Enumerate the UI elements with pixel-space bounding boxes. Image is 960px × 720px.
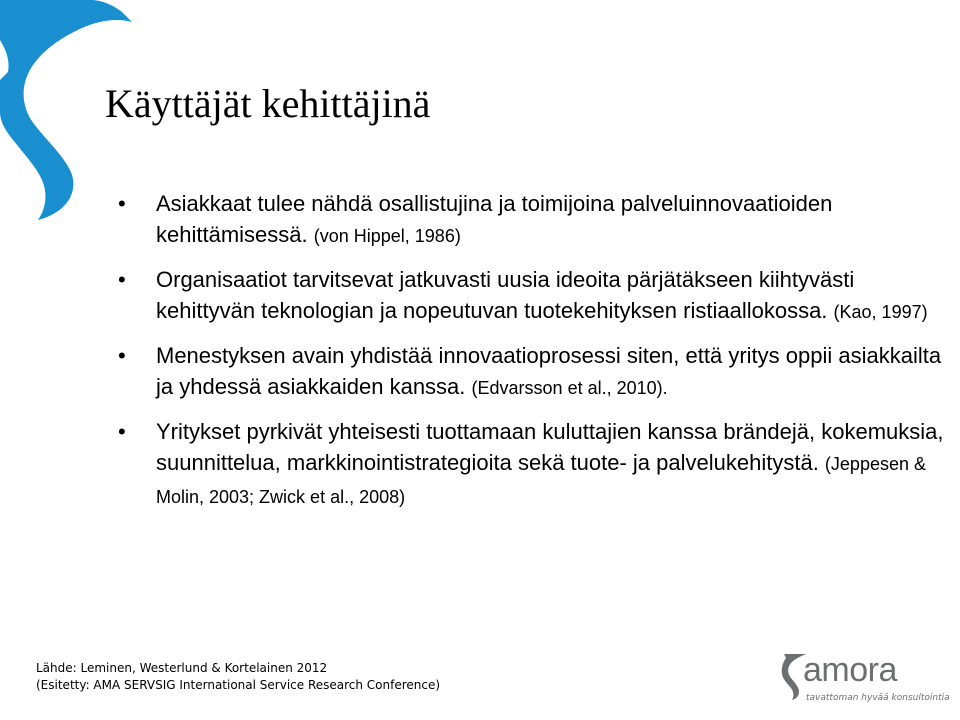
bullet-dot: • xyxy=(118,419,126,444)
bullet-dot: • xyxy=(118,343,126,368)
bullet-dot: • xyxy=(118,267,126,292)
bullet-dot: • xyxy=(118,191,126,216)
bullet-citation: (Kao, 1997) xyxy=(833,302,928,322)
logo-wordmark: amora xyxy=(803,651,897,689)
bullet-item xyxy=(118,340,948,404)
bullet-citation: (Jeppesen & Molin, 2003; Zwick et al., 2008) xyxy=(156,454,926,507)
bullet-item xyxy=(118,264,948,328)
bullet-text: Yritykset pyrkivät yhteisesti tuottamaan kuluttajien kanssa brändejä, kokemuksia, suunnittelua, markkinointistrategioita sekä tuote- ja palvelukehitystä. xyxy=(156,419,944,475)
bullet-text: Menestyksen avain yhdistää innovaatioprosessi siten, että yritys oppii asiakkailta ja yhdessä asiakkaiden kanssa. xyxy=(156,343,942,399)
bullet-text: Organisaatiot tarvitsevat jatkuvasti uusia ideoita pärjätäkseen kiihtyvästi kehittyvän teknologian ja nopeutuvan tuotekehityksen ristiaallokossa. xyxy=(156,267,855,323)
slide-title: Käyttäjät kehittäjinä xyxy=(105,81,431,126)
source-line: (Esitetty: AMA SERVSIG International Service Research Conference) xyxy=(36,678,441,692)
logo-tagline: tavattoman hyvää konsultointia xyxy=(806,693,950,703)
bullet-item xyxy=(118,188,948,252)
bullet-list xyxy=(118,188,948,525)
bullet-text: Asiakkaat tulee nähdä osallistujina ja toimijoina palveluinnovaatioiden kehittämisessä. xyxy=(156,191,833,247)
source-note xyxy=(36,660,440,694)
bullet-citation: (von Hippel, 1986) xyxy=(313,226,461,246)
source-line: Lähde: Leminen, Westerlund & Kortelainen 2012 xyxy=(36,661,328,675)
bullet-citation: (Edvarsson et al., 2010). xyxy=(471,378,668,398)
bullet-item xyxy=(118,416,948,513)
